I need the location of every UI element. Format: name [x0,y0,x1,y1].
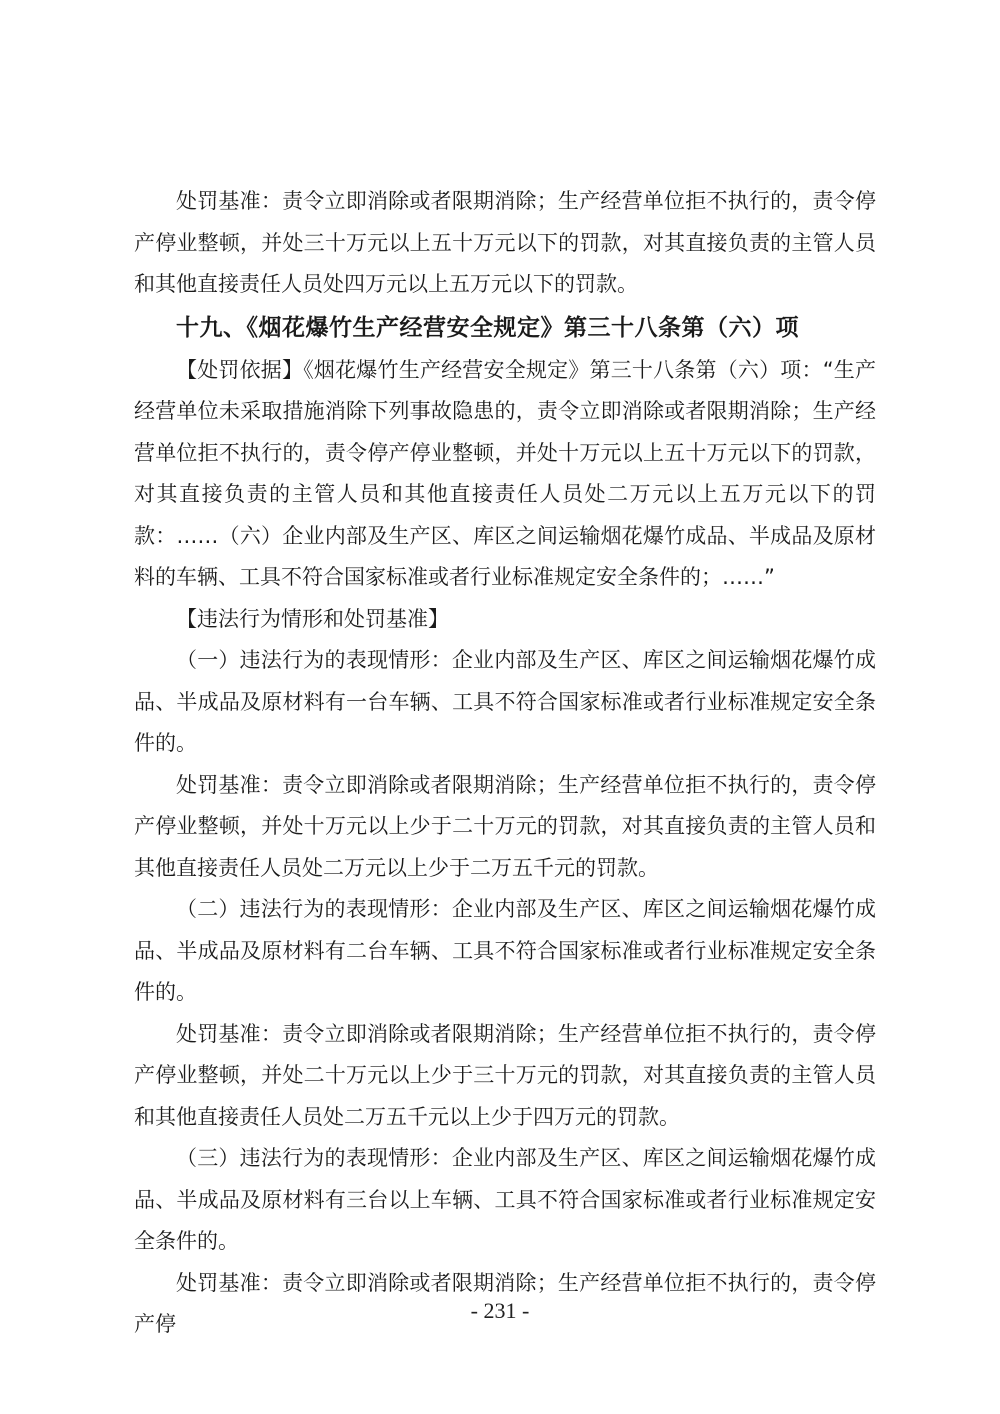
paragraph-case-2: （二）违法行为的表现情形：企业内部及生产区、库区之间运输烟花爆竹成品、半成品及原材料有二台车辆、工具不符合国家标准或者行业标准规定安全条件的。 [134,897,876,1004]
paragraph-case-1: （一）违法行为的表现情形：企业内部及生产区、库区之间运输烟花爆竹成品、半成品及原材料有一台车辆、工具不符合国家标准或者行业标准规定安全条件的。 [134,648,876,755]
paragraph-subheading: 【违法行为情形和处罚基准】 [176,606,449,631]
paragraph-case-3: （三）违法行为的表现情形：企业内部及生产区、库区之间运输烟花爆竹成品、半成品及原材料有三台以上车辆、工具不符合国家标准或者行业标准规定安全条件的。 [134,1146,876,1253]
page-number: - 231 - [470,1298,530,1323]
paragraph-legal-basis: 【处罚依据】《烟花爆竹生产经营安全规定》第三十八条第（六）项：“生产经营单位未采取措施消除下列事故隐患的，责令立即消除或者限期消除；生产经营单位拒不执行的，责令停产停业整顿，并处十万元以上五十万元以下的罚款，对其直接负责的主管人员和其他直接责任人员处二万元以上五万元以下的罚款：……（六）企业内部及生产区、库区之间运输烟花爆竹成品、半成品及原材料的车辆、工具不符合国家标准或者行业标准规定安全条件的；……” [134,357,876,589]
document-body [134,181,876,1346]
paragraph-penalty-standard-continued: 处罚基准：责令立即消除或者限期消除；生产经营单位拒不执行的，责令停产停业整顿，并处三十万元以上五十万元以下的罚款，对其直接负责的主管人员和其他直接责任人员处四万元以上五万元以下的罚款。 [134,189,876,296]
paragraph-penalty-2: 处罚基准：责令立即消除或者限期消除；生产经营单位拒不执行的，责令停产停业整顿，并处二十万元以上少于三十万元的罚款，对其直接负责的主管人员和其他直接责任人员处二万五千元以上少于四万元的罚款。 [134,1021,876,1129]
section-heading: 十九、《烟花爆竹生产经营安全规定》第三十八条第（六）项 [176,313,799,341]
paragraph-penalty-3: 处罚基准：责令立即消除或者限期消除；生产经营单位拒不执行的，责令停产停 [134,1270,876,1336]
paragraph-penalty-1: 处罚基准：责令立即消除或者限期消除；生产经营单位拒不执行的，责令停产停业整顿，并处十万元以上少于二十万元的罚款，对其直接负责的主管人员和其他直接责任人员处二万元以上少于二万五千元的罚款。 [134,772,876,880]
